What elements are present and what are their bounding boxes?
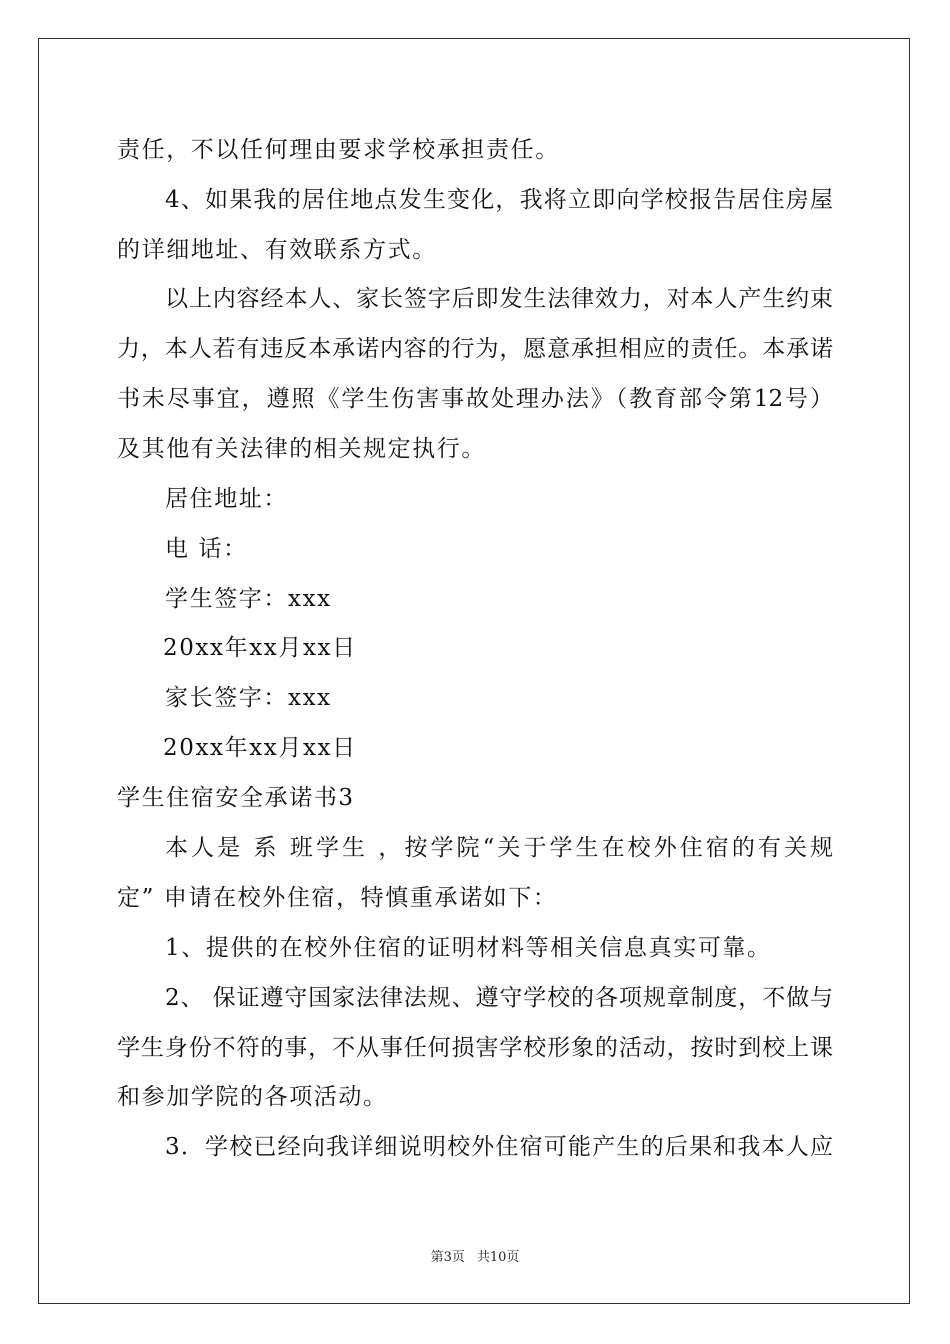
body-line: 4、如果我的居住地点发生变化，我将立即向学校报告居住房屋 [165, 187, 833, 213]
body-line: 书未尽事宜，遵照《学生伤害事故处理办法》（教育部令第12号） [117, 386, 833, 412]
body-line: 本人是 系 班学生 ，按学院“关于学生在校外住宿的有关规 [165, 835, 833, 861]
body-line: 责任，不以任何理由要求学校承担责任。 [117, 137, 560, 163]
body-line: 及其他有关法律的相关规定执行。 [117, 436, 486, 462]
page-total: 共10页 [476, 1250, 520, 1265]
body-line: 学生身份不符的事，不从事任何损害学校形象的活动，按时到校上课 [117, 1035, 833, 1061]
section-title: 学生住宿安全承诺书3 [117, 785, 355, 811]
phone-label: 电 话： [165, 536, 248, 562]
address-label: 居住地址： [165, 486, 288, 512]
parent-signature: 家长签字：xxx [165, 685, 332, 711]
page-footer [0, 1246, 950, 1265]
parent-date: 20xx年xx月xx日 [163, 735, 357, 761]
body-line: 2、 保证遵守国家法律法规、遵守学校的各项规章制度，不做与 [165, 985, 833, 1011]
body-line: 以上内容经本人、家长签字后即发生法律效力，对本人产生约束 [165, 286, 833, 312]
page-border [38, 38, 910, 1304]
student-date: 20xx年xx月xx日 [163, 635, 357, 661]
body-line: 定” 申请在校外住宿，特慎重承诺如下： [117, 885, 558, 911]
body-line: 的详细地址、有效联系方式。 [117, 237, 437, 263]
student-signature: 学生签字：xxx [165, 586, 332, 612]
body-line: 和参加学院的各项活动。 [117, 1084, 388, 1110]
body-line: 力，本人若有违反本承诺内容的行为，愿意承担相应的责任。本承诺 [117, 336, 833, 362]
body-line: 3．学校已经向我详细说明校外住宿可能产生的后果和我本人应 [165, 1134, 833, 1160]
body-line: 1、提供的在校外住宿的证明材料等相关信息真实可靠。 [165, 935, 772, 961]
page-number: 第3页 [430, 1250, 465, 1265]
